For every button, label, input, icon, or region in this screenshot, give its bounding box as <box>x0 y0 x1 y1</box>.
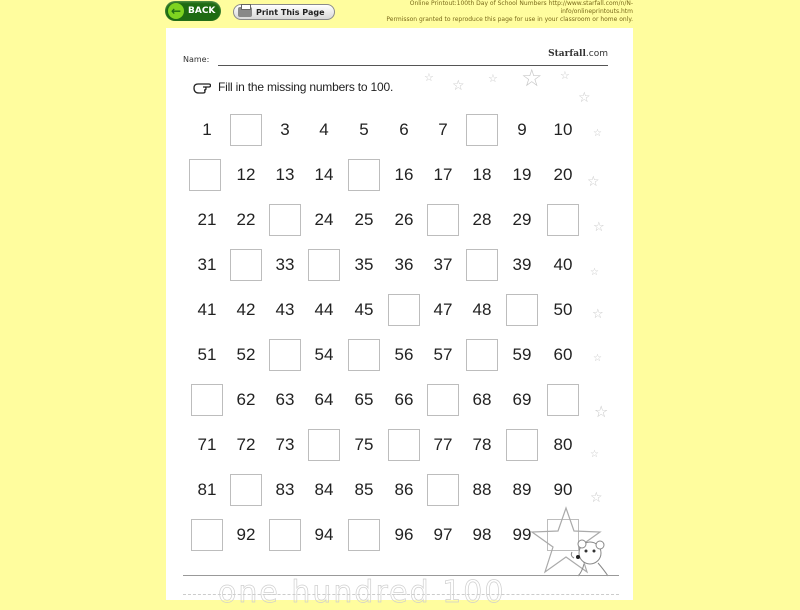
number-cell: 85 <box>354 480 374 499</box>
answer-box[interactable] <box>388 294 420 326</box>
number-cell: 65 <box>354 390 374 409</box>
number-cell: 66 <box>394 390 414 409</box>
star-icon: ☆ <box>521 64 543 92</box>
number-cell: 24 <box>314 210 334 229</box>
number-cell: 88 <box>472 480 492 499</box>
answer-box[interactable] <box>230 249 262 281</box>
number-cell: 47 <box>433 300 453 319</box>
number-cell: 36 <box>394 255 414 274</box>
answer-box[interactable] <box>269 204 301 236</box>
number-cell: 40 <box>553 255 573 274</box>
number-cell: 75 <box>354 435 374 454</box>
number-cell: 14 <box>314 165 334 184</box>
answer-box[interactable] <box>348 519 380 551</box>
star-icon: ☆ <box>587 174 600 190</box>
name-line <box>218 65 608 66</box>
number-cell: 50 <box>553 300 573 319</box>
number-cell: 84 <box>314 480 334 499</box>
number-cell: 1 <box>202 120 212 139</box>
instruction-text: Fill in the missing numbers to 100. <box>218 80 394 94</box>
header-info-line3: Permisson granted to reproduce this page for use in your classroom or home only. <box>386 16 633 23</box>
star-icon: ☆ <box>578 90 591 106</box>
number-cell: 62 <box>236 390 256 409</box>
answer-box[interactable] <box>466 114 498 146</box>
number-cell: 81 <box>197 480 217 499</box>
answer-box[interactable] <box>427 384 459 416</box>
brand-suffix: .com <box>585 49 608 59</box>
star-icon: ☆ <box>593 353 602 364</box>
answer-box[interactable] <box>308 429 340 461</box>
name-label: Name: <box>183 55 210 64</box>
toolbar <box>0 0 800 24</box>
number-cell: 83 <box>275 480 295 499</box>
number-cell: 73 <box>275 435 295 454</box>
answer-box[interactable] <box>189 159 221 191</box>
number-cell: 42 <box>236 300 256 319</box>
star-icon: ☆ <box>560 69 570 82</box>
star-icon: ☆ <box>594 402 609 421</box>
header-info-line2: info/onlineprintouts.htm <box>560 8 633 15</box>
instruction <box>193 80 393 94</box>
number-cell: 45 <box>354 300 374 319</box>
answer-box[interactable] <box>230 114 262 146</box>
number-cell: 69 <box>512 390 532 409</box>
number-cell: 20 <box>553 165 573 184</box>
number-cell: 51 <box>197 345 217 364</box>
star-icon: ☆ <box>590 449 599 460</box>
number-cell: 60 <box>553 345 573 364</box>
number-cell: 98 <box>472 525 492 544</box>
number-cell: 18 <box>472 165 492 184</box>
number-cell: 44 <box>314 300 334 319</box>
answer-box[interactable] <box>466 339 498 371</box>
answer-box[interactable] <box>427 474 459 506</box>
print-label: Print This Page <box>256 7 325 17</box>
star-icon: ☆ <box>590 490 603 506</box>
number-cell: 7 <box>438 120 448 139</box>
star-icon: ☆ <box>593 220 605 235</box>
number-cell: 59 <box>512 345 532 364</box>
star-icon: ☆ <box>593 128 602 139</box>
number-cell: 17 <box>433 165 453 184</box>
number-cell: 86 <box>394 480 414 499</box>
number-cell: 54 <box>314 345 334 364</box>
star-icon: ☆ <box>424 71 434 84</box>
number-cell: 89 <box>512 480 532 499</box>
number-cell: 26 <box>394 210 414 229</box>
back-label: BACK <box>188 6 216 16</box>
header-info-line1: Online Printout:100th Day of School Numbers http://www.starfall.com/n/N- <box>409 0 633 7</box>
star-icon: ☆ <box>488 72 498 85</box>
number-cell: 63 <box>275 390 295 409</box>
tracing-text: one hundred 100 <box>218 575 506 610</box>
number-cell: 29 <box>512 210 532 229</box>
number-cell: 43 <box>275 300 295 319</box>
printer-icon <box>238 7 252 17</box>
number-cell: 39 <box>512 255 532 274</box>
number-cell: 28 <box>472 210 492 229</box>
star-icon: ☆ <box>452 78 465 94</box>
mascot-bear-icon <box>564 538 612 578</box>
answer-box[interactable] <box>191 519 223 551</box>
number-cell: 35 <box>354 255 374 274</box>
number-cell: 78 <box>472 435 492 454</box>
brand-logo <box>548 49 608 59</box>
number-cell: 94 <box>314 525 334 544</box>
answer-box[interactable] <box>466 249 498 281</box>
number-cell: 52 <box>236 345 256 364</box>
number-cell: 31 <box>197 255 217 274</box>
pointing-hand-icon <box>193 80 211 94</box>
number-cell: 72 <box>236 435 256 454</box>
answer-box[interactable] <box>191 384 223 416</box>
answer-box[interactable] <box>230 474 262 506</box>
arrow-left-icon: ← <box>168 3 184 19</box>
answer-box[interactable] <box>506 294 538 326</box>
number-cell: 80 <box>553 435 573 454</box>
star-icon: ☆ <box>590 267 599 278</box>
answer-box[interactable] <box>348 159 380 191</box>
number-cell: 56 <box>394 345 414 364</box>
print-button[interactable] <box>233 4 335 20</box>
answer-box[interactable] <box>269 339 301 371</box>
number-cell: 96 <box>394 525 414 544</box>
number-cell: 64 <box>314 390 334 409</box>
number-cell: 97 <box>433 525 453 544</box>
number-cell: 77 <box>433 435 453 454</box>
number-cell: 99 <box>512 525 532 544</box>
number-cell: 10 <box>553 120 573 139</box>
number-cell: 9 <box>517 120 527 139</box>
number-cell: 12 <box>236 165 256 184</box>
number-cell: 92 <box>236 525 256 544</box>
answer-box[interactable] <box>506 429 538 461</box>
number-cell: 21 <box>197 210 217 229</box>
number-cell: 19 <box>512 165 532 184</box>
number-cell: 16 <box>394 165 414 184</box>
star-icon: ☆ <box>592 307 604 322</box>
number-cell: 41 <box>197 300 217 319</box>
number-cell: 4 <box>319 120 329 139</box>
answer-box[interactable] <box>547 204 579 236</box>
number-cell: 71 <box>197 435 217 454</box>
number-cell: 5 <box>359 120 369 139</box>
number-cell: 33 <box>275 255 295 274</box>
back-button[interactable] <box>165 1 221 21</box>
answer-box[interactable] <box>427 204 459 236</box>
number-cell: 25 <box>354 210 374 229</box>
number-cell: 6 <box>399 120 409 139</box>
header-info <box>383 0 633 24</box>
number-cell: 90 <box>553 480 573 499</box>
answer-box[interactable] <box>547 384 579 416</box>
number-cell: 57 <box>433 345 453 364</box>
answer-box[interactable] <box>308 249 340 281</box>
number-cell: 13 <box>275 165 295 184</box>
number-cell: 68 <box>472 390 492 409</box>
worksheet-page <box>166 28 633 610</box>
number-cell: 48 <box>472 300 492 319</box>
brand-name: Starfall <box>548 49 586 59</box>
answer-box[interactable] <box>348 339 380 371</box>
answer-box[interactable] <box>388 429 420 461</box>
number-cell: 22 <box>236 210 256 229</box>
number-cell: 37 <box>433 255 453 274</box>
number-cell: 3 <box>280 120 290 139</box>
answer-box[interactable] <box>269 519 301 551</box>
